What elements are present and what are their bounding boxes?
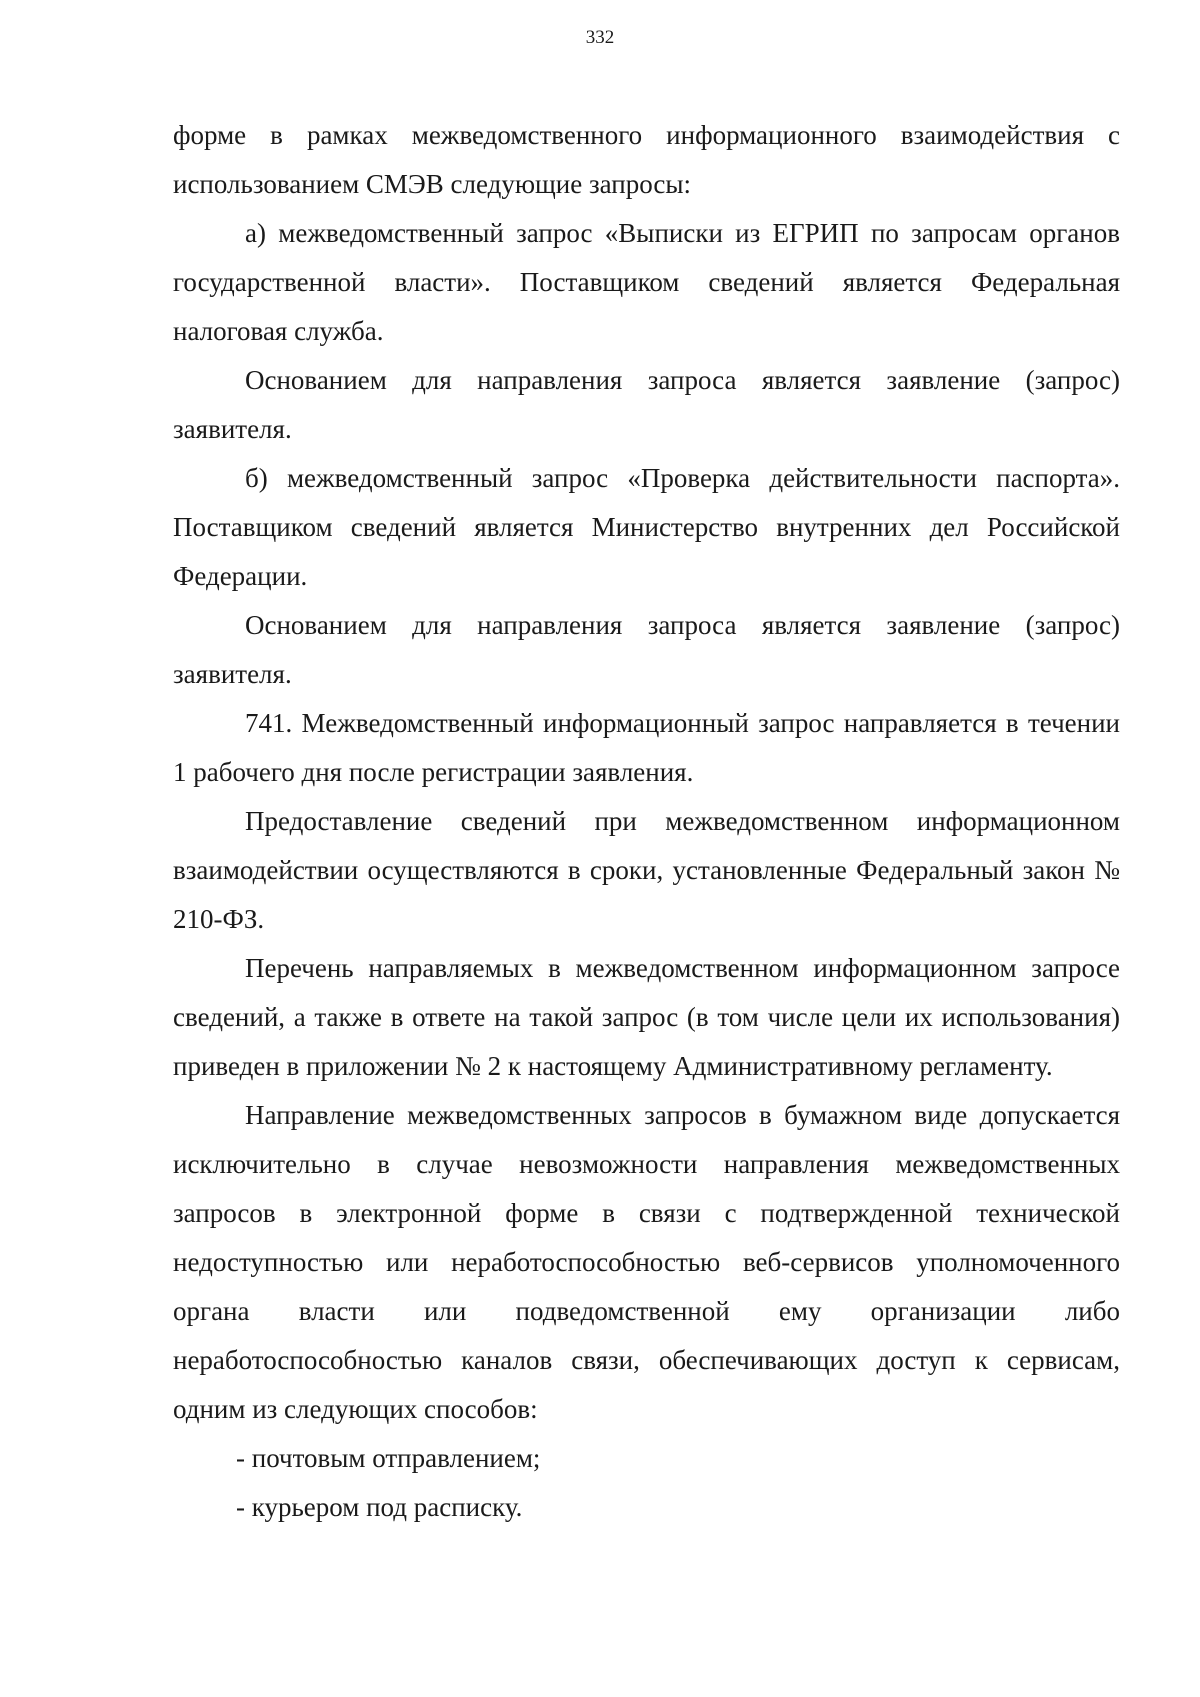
paragraph-list-of-data: Перечень направляемых в межведомственном информационном запросе сведений, а также в ответе на такой запрос (в том числе цели их использования) приведен в приложении № 2 к настоящему Административному регламенту. <box>173 953 1120 1081</box>
paragraph-continuation: форме в рамках межведомственного информационного взаимодействия с использованием СМЭВ следующие запросы: <box>173 120 1120 199</box>
paragraph-request-a: а) межведомственный запрос «Выписки из ЕГРИП по запросам органов государственной власти». Поставщиком сведений является Федеральная налоговая служба. <box>173 218 1120 346</box>
paragraph-basis-a: Основанием для направления запроса является заявление (запрос) заявителя. <box>173 365 1120 444</box>
paragraph-deadlines: Предоставление сведений при межведомственном информационном взаимодействии осуществляются в сроки, установленные Федеральный закон № 210-ФЗ. <box>173 806 1120 934</box>
paragraph-paper-requests: Направление межведомственных запросов в бумажном виде допускается исключительно в случае невозможности направления межведомственных запросов в электронной форме в связи с подтвержденной технической недоступностью или неработоспособностью веб-сервисов уполномоченного органа власти или подведомственной ему организации либо неработоспособностью каналов связи, обеспечивающих доступ к сервисам, одним из следующих способов: <box>173 1100 1120 1424</box>
list-item-postal: - почтовым отправлением; <box>236 1443 541 1473</box>
paragraph-item-741: 741. Межведомственный информационный запрос направляется в течении 1 рабочего дня после регистрации заявления. <box>173 708 1120 787</box>
page-number: 332 <box>585 27 615 48</box>
document-body <box>173 111 1120 1532</box>
list-item-courier: - курьером под расписку. <box>236 1492 523 1522</box>
paragraph-basis-b: Основанием для направления запроса является заявление (запрос) заявителя. <box>173 610 1120 689</box>
paragraph-request-b: б) межведомственный запрос «Проверка действительности паспорта». Поставщиком сведений является Министерство внутренних дел Российской Федерации. <box>173 463 1120 591</box>
